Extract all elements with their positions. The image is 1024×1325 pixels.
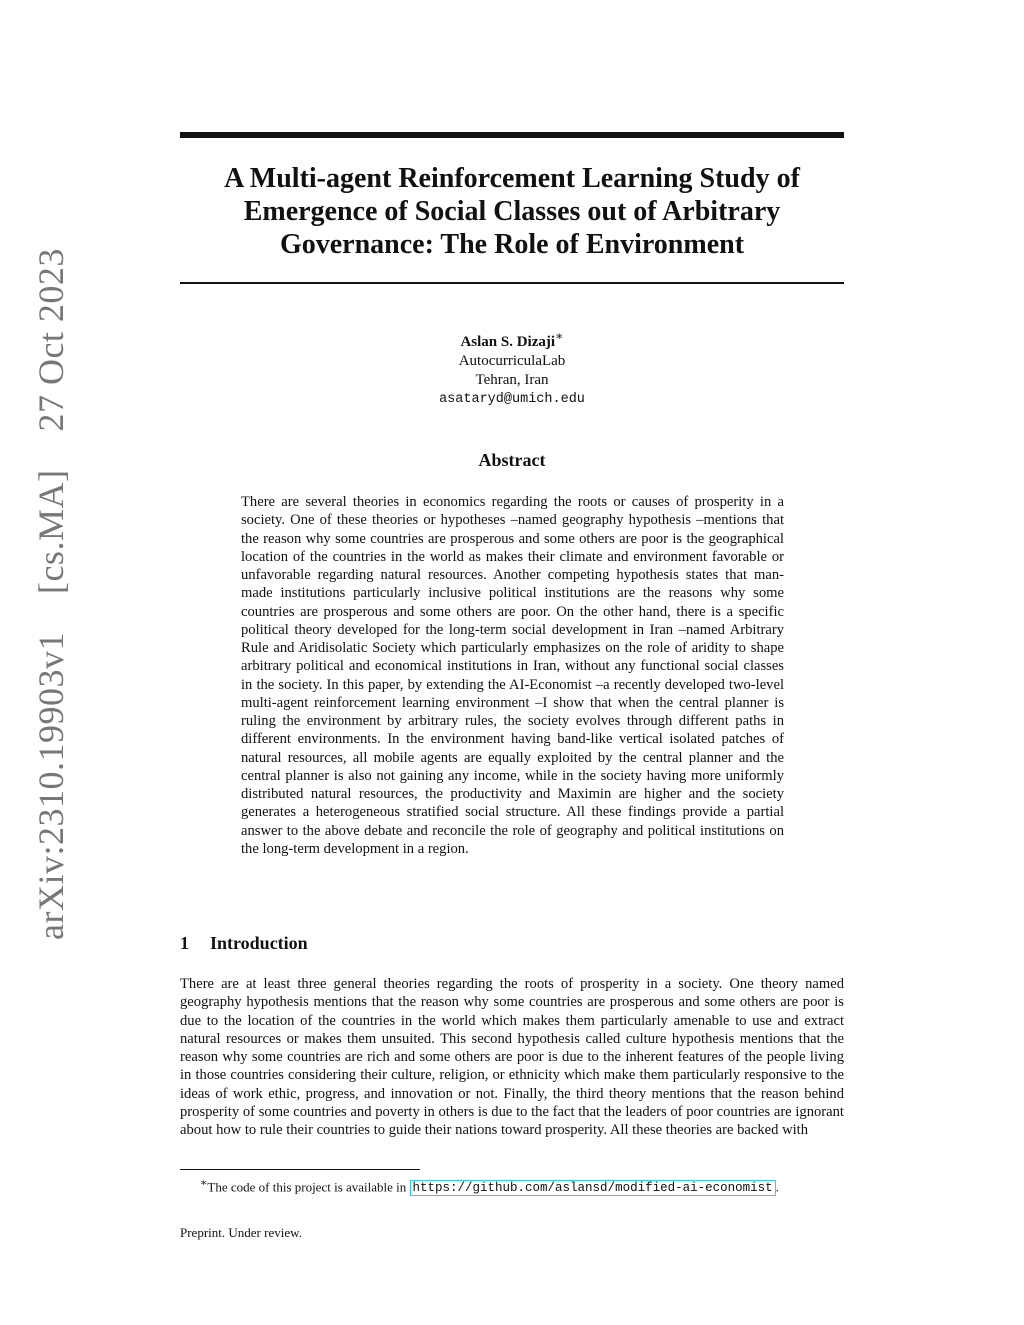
arxiv-side-stamp [30,248,72,940]
paper-title: A Multi-agent Reinforcement Learning Study of Emergence of Social Classes out of Arbitrary Governance: The Role of Environment [224,163,800,260]
arxiv-id: arXiv:2310.19903v1 [31,632,71,940]
section-heading [180,933,308,954]
code-repository-link[interactable]: https://github.com/aslansd/modified-ai-economist [410,1180,776,1196]
author-footnote-mark: ∗ [555,329,564,343]
abstract-heading: Abstract [478,450,546,470]
section-number: 1 [180,933,189,953]
footnote-end: . [775,1179,779,1195]
author-affiliation: AutocurriculaLab [458,353,566,369]
title-bottom-rule [180,282,844,284]
footnote [180,1175,844,1197]
author-block [180,327,844,409]
arxiv-date: 27 Oct 2023 [31,248,71,432]
footnote-mark: ∗ [200,1177,208,1189]
page-footer: Preprint. Under review. [180,1225,302,1240]
author-name: Aslan S. Dizaji [460,334,556,350]
abstract-text: There are several theories in economics regarding the roots or causes of prosperity in a society. One of these theories or hypotheses –named geography hypothesis –mentions that the reason why some countries are prosperous and some others are poor is the geographical location of the countries in the world as makes their climate and environment favorable or unfavorable regarding natural resources. Another competing hypothesis states that man-made institutions particularly inclusive political institutions are the reasons why some countries are prosperous and some others are poor. On the other hand, there is a specific political theory developed for the long-term social development in Iran –named Arbitrary Rule and Aridisolatic Society which particularly emphasizes on the role of aridity to shape arbitrary political and economical institutions in Iran, without any functional social classes in the society. In this paper, by extending the AI-Economist –a recently developed two-level multi-agent reinforcement learning environment –I show that when the central planner is ruling the environment by arbitrary rules, the society evolves through different paths in different environments. In the environment having band-like vertical isolated patches of natural resources, all mobile agents are equally exploited by the central planner and the central planner is also not gaining any income, while in the society having more uniformly distributed natural resources, the productivity and Maximin are higher and the society generates a heterogeneous stratified social structure. All these findings provide a partial answer to the above debate and reconcile the role of geography and political institutions on the long-term development in a region. [241,494,784,857]
section-title: Introduction [210,933,308,953]
author-email[interactable]: asataryd@umich.edu [439,392,585,407]
introduction-text: There are at least three general theories regarding the roots of prosperity in a society. One theory named geography hypothesis mentions that the reason why some countries are prosperous and some others are poor is due to the location of the countries in the world which makes them particularly amenable to use and extract natural resources or makes them unsuited. This second hypothesis called culture hypothesis mentions that the reason why some countries are rich and some others are poor is due to the inherent features of the people living in those countries considering their culture, religion, or ethnicity which make them particularly responsive to the ideas of work ethic, progress, and innovation or not. Finally, the third theory mentions that the reason behind prosperity of some countries and poverty in others is due to the fact that the leaders of poor countries are ignorant about how to rule their countries to guide their nations toward prosperity. All these theories are backed with [180,976,844,1138]
arxiv-category: [cs.MA] [31,469,71,595]
title-top-rule [180,132,844,138]
author-location: Tehran, Iran [475,372,549,388]
footnote-text: The code of this project is available in [207,1179,407,1195]
footnote-rule [180,1169,420,1170]
